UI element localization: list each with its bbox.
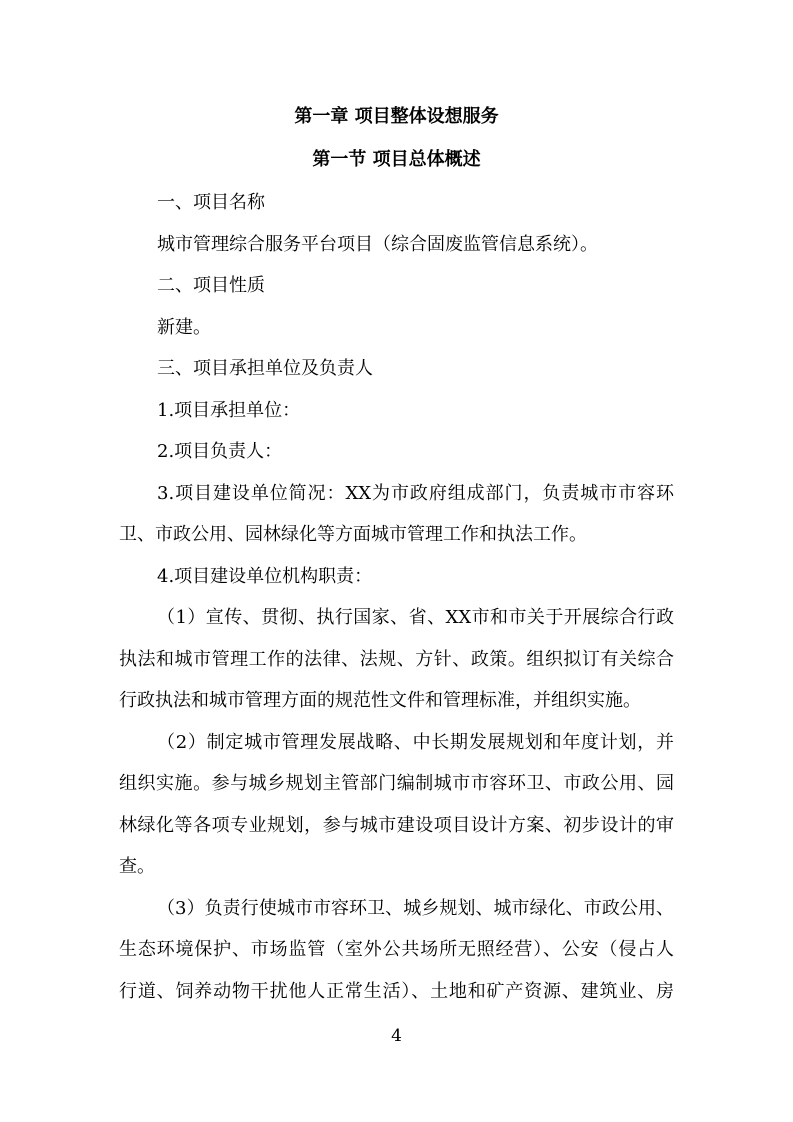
paragraph-line: 3.项目建设单位简况：XX为市政府组成部门，负责城市市容环 [157, 483, 674, 504]
paragraph-line: 生态环境保护、市场监管（室外公共场所无照经营）、公安（侵占人 [119, 939, 674, 960]
paragraph-line: （1）宣传、贯彻、执行国家、省、XX市和市关于开展综合行政 [157, 607, 674, 628]
paragraph-line: 城市管理综合服务平台项目（综合固废监管信息系统）。 [157, 234, 598, 255]
paragraph-line: 4.项目建设单位机构职责： [157, 566, 373, 587]
paragraph-line: 林绿化等各项专业规划，参与城市建设项目设计方案、初步设计的审 [119, 815, 674, 836]
paragraph-line: 组织实施。参与城乡规划主管部门编制城市市容环卫、市政公用、园 [119, 773, 674, 794]
paragraph-line: （3）负责行使城市市容环卫、城乡规划、城市绿化、市政公用、 [157, 898, 674, 919]
subsection-heading-project-name: 一、项目名称 [157, 192, 265, 213]
paragraph-line: 执法和城市管理工作的法律、法规、方针、政策。组织拟订有关综合 [119, 649, 674, 670]
subsection-heading-project-unit: 三、项目承担单位及负责人 [157, 358, 373, 379]
paragraph-line: 行道、饲养动物干扰他人正常生活）、土地和矿产资源、建筑业、房 [119, 981, 674, 1002]
paragraph-line: （2）制定城市管理发展战略、中长期发展规划和年度计划，并 [157, 732, 674, 753]
subsection-heading-project-nature: 二、项目性质 [157, 275, 265, 296]
section-title: 第一节 项目总体概述 [312, 149, 481, 170]
paragraph-line: 查。 [119, 856, 155, 877]
chapter-title: 第一章 项目整体设想服务 [294, 106, 499, 127]
paragraph-line: 卫、市政公用、园林绿化等方面城市管理工作和执法工作。 [119, 524, 587, 545]
paragraph-line: 2.项目负责人： [157, 441, 283, 462]
paragraph-line: 1.项目承担单位： [157, 400, 301, 421]
page-number: 4 [391, 1026, 402, 1046]
paragraph-line: 行政执法和城市管理方面的规范性文件和管理标准，并组织实施。 [119, 690, 641, 711]
paragraph-line: 新建。 [157, 317, 211, 338]
